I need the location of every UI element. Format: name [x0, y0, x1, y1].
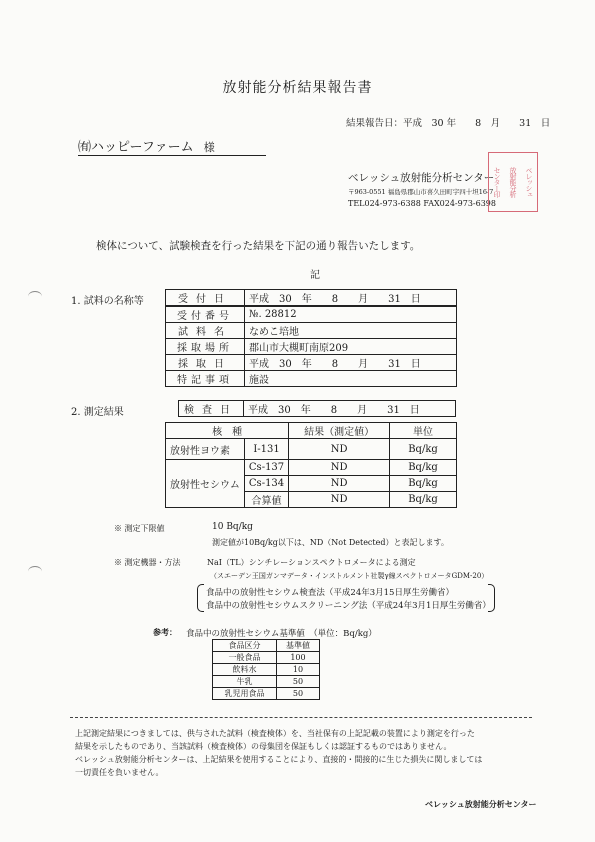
detection-limit-label: ※ 測定下限値	[114, 524, 165, 533]
disclaimer-line: ベレッシュ放射能分析センターは、上記結果を使用することにより、直接的・間接的に生じた損失に関しましては	[75, 755, 483, 764]
limit-value: 10	[276, 664, 319, 676]
table-row	[213, 640, 320, 652]
page-title: 放射能分析結果報告書	[222, 80, 373, 96]
row-label: 試料名	[166, 323, 245, 339]
header-unit: 単位	[390, 423, 457, 439]
row-value: 平成 30 年 8 月 31 日	[244, 401, 456, 417]
limit-value: 50	[276, 676, 319, 688]
header-result: 結果（測定値）	[289, 423, 390, 439]
reference-title: 食品中の放射性セシウム基準値 （単位：Bq/kg）	[186, 629, 377, 639]
result-value: ND	[289, 439, 390, 460]
method-line: NaI（TL）シンチレーションスペクトロメータによる測定	[207, 558, 416, 567]
reference-table	[212, 639, 320, 700]
reference-label: 参考：	[153, 627, 177, 637]
stamp-column: ベレッシュ	[525, 167, 533, 197]
method-line: 食品中の放射性セシウムスクリーニング法（平成24年3月1日厚生労働省）	[206, 601, 491, 611]
lab-name: ベレッシュ放射能分析センター	[348, 172, 495, 184]
row-label: 採取場所	[166, 339, 245, 355]
method-bracket	[197, 584, 204, 612]
unit: Bq/kg	[390, 439, 457, 460]
nuclide: 合算値	[244, 492, 288, 508]
row-value: なめこ培地	[245, 323, 457, 339]
table-row	[166, 323, 457, 339]
row-value: №. 28812	[245, 306, 457, 323]
row-value: 平成 30 年 8 月 31 日	[245, 355, 457, 371]
disclaimer-line: 上記測定結果につきましては、供与された試料（検査検体）を、当社保有の上記記載の装置により測定を行った	[75, 729, 475, 738]
ki-heading: 記	[310, 270, 320, 281]
row-value: 施設	[245, 371, 457, 387]
limit-value: 50	[276, 688, 319, 700]
unit: Bq/kg	[390, 492, 457, 508]
row-label: 受付日	[166, 290, 245, 307]
row-value: 郡山市大槻町南原209	[245, 339, 457, 355]
addressee	[78, 136, 266, 156]
punch-mark-bottom	[28, 566, 42, 577]
section2-heading: 2. 測定結果	[71, 407, 124, 418]
detection-limit-note: 測定値が10Bq/kg以下は、ND（Not Detected）と表記します。	[212, 538, 449, 547]
intro-text: 検体について、試験検査を行った結果を下記の通り報告いたします。	[96, 240, 421, 252]
table-row	[166, 339, 457, 355]
header-nuclide: 核 種	[166, 423, 289, 439]
detection-limit-value: 10 Bq/kg	[212, 522, 253, 532]
table-row	[166, 306, 457, 323]
section1-heading: 1. 試料の名称等	[71, 296, 144, 307]
header-category: 食品区分	[213, 640, 277, 652]
disclaimer-line: 結果を示したものであり、当該試料（検査検体）の母集団を保証もしくは認証するものではありません。	[75, 742, 452, 751]
lab-address: 〒963-0551 福島県郡山市喜久田町字四十坦16-7	[348, 188, 494, 196]
punch-mark-top	[28, 291, 42, 302]
report-date: 結果報告日：平成 30 年 8 月 31 日	[346, 118, 551, 129]
table-row	[166, 290, 457, 307]
table-row	[166, 371, 457, 387]
company-seal-stamp	[488, 152, 538, 212]
result-value: ND	[289, 460, 390, 476]
result-value: ND	[289, 492, 390, 508]
disclaimer-line: 一切責任を負いません。	[75, 768, 164, 777]
lab-phone: TEL024-973-6388 FAX024-973-6398	[348, 199, 496, 208]
table-row	[213, 664, 320, 676]
nuclide: Cs-137	[244, 460, 288, 476]
table-row	[166, 423, 457, 439]
table-row	[166, 355, 457, 371]
inspection-date-table	[178, 400, 456, 417]
group-label: 放射性ヨウ素	[166, 439, 245, 460]
method-line: 食品中の放射性セシウム検査法（平成24年3月15日厚生労働省）	[206, 588, 454, 598]
row-label: 採取日	[166, 355, 245, 371]
table-row	[179, 401, 456, 417]
nuclide: I-131	[244, 439, 288, 460]
group-label: 放射性セシウム	[166, 460, 245, 508]
food-category: 牛乳	[213, 676, 277, 688]
header-limit: 基準値	[276, 640, 319, 652]
stamp-column: センター印	[493, 167, 501, 197]
footer-lab-name: ベレッシュ放射能分析センター	[425, 800, 537, 809]
method-line: （スエーデン王国ガンマデータ・インストルメント社製γ線スペクトロメータGDM-20）	[210, 572, 489, 580]
row-label: 検査日	[179, 401, 244, 417]
divider	[70, 717, 532, 718]
unit: Bq/kg	[390, 460, 457, 476]
food-category: 飲料水	[213, 664, 277, 676]
table-row	[213, 676, 320, 688]
row-label: 特記事項	[166, 371, 245, 387]
limit-value: 100	[276, 652, 319, 664]
table-row	[166, 439, 457, 460]
stamp-column: 放射能分析	[509, 167, 517, 197]
nuclide: Cs-134	[244, 476, 288, 492]
sample-info-table	[165, 289, 457, 387]
result-value: ND	[289, 476, 390, 492]
results-table	[165, 422, 457, 508]
table-row	[166, 460, 457, 476]
unit: Bq/kg	[390, 476, 457, 492]
food-category: 一般食品	[213, 652, 277, 664]
row-value: 平成 30 年 8 月 31 日	[245, 290, 457, 307]
addressee-name: ㈲ハッピーファーム	[78, 140, 194, 155]
row-label: 受付番号	[166, 306, 245, 323]
method-label: ※ 測定機器・方法	[114, 558, 181, 567]
food-category: 乳児用食品	[213, 688, 277, 700]
addressee-honorific: 様	[203, 141, 215, 154]
table-row	[213, 688, 320, 700]
table-row	[213, 652, 320, 664]
method-bracket	[488, 584, 495, 612]
